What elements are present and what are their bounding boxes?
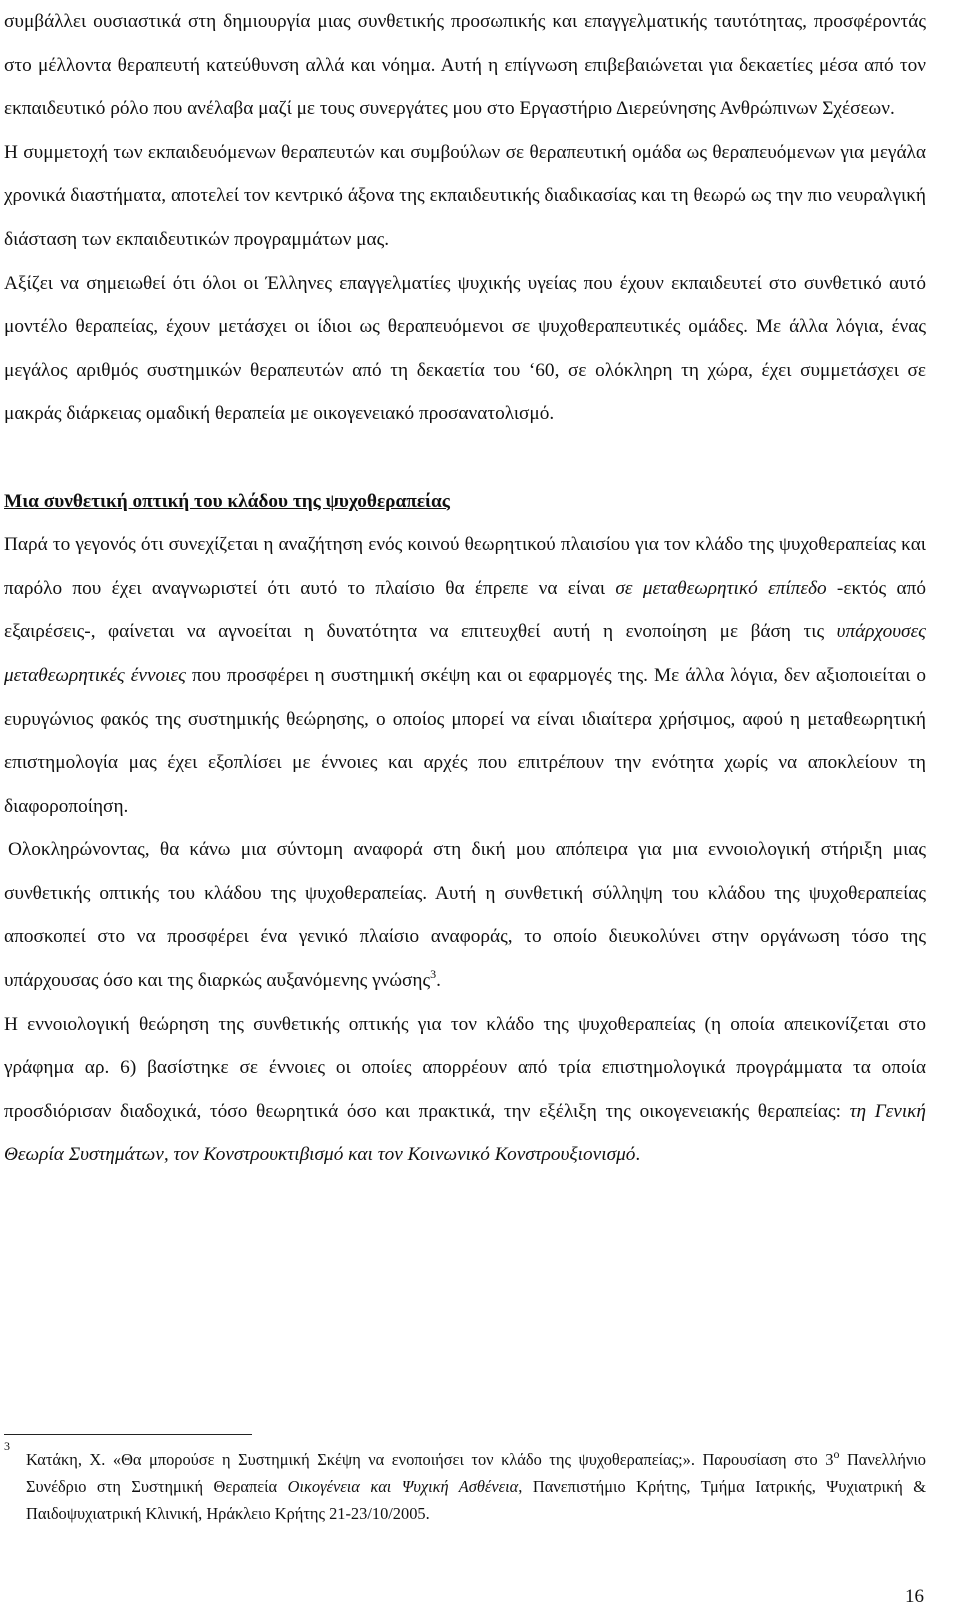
page-number: 16: [905, 1586, 924, 1607]
paragraph-6-end: .: [635, 1144, 641, 1166]
paragraph-4-text-c: που προσφέρει η συστημική σκέψη και οι εφαρμογές της. Με άλλα λόγια, δεν αξιοποιείται ο ευρυγώνιος φακός της συστημικής θεώρησης, ο οποίος μπορεί να είναι ιδιαίτερα χρήσιμος, αφού η μεταθεωρητική επιστημολογία μας έχει εξοπλίσει με έννοιες και αρχές που επιτρέπουν την ενότητα χωρίς να αποκλείουν τη διαφοροποίηση.: [4, 664, 927, 817]
paragraph-5: [4, 828, 926, 1002]
footnote-number: 3: [4, 1439, 10, 1453]
blank-line: [4, 436, 926, 480]
paragraph-4: [4, 523, 926, 828]
paragraph-3: Αξίζει να σημειωθεί ότι όλοι οι Έλληνες επαγγελματίες ψυχικής υγείας που έχουν εκπαιδευτεί στο συνθετικό αυτό μοντέλο θεραπείας, έχουν μετάσχει οι ίδιοι ως θεραπευόμενοι σε ψυχοθεραπευτικές ομάδες. Με άλλα λόγια, ένας μεγάλος αριθμός συστημικών θεραπευτών από τη δεκαετία του ‘60, σε ολόκληρη τη χώρα, έχει συμμετάσχει σε μακράς διάρκειας ομαδική θεραπεία με οικογενειακό προσανατολισμό.: [4, 272, 926, 425]
footnote-ordinal: ο: [833, 1446, 840, 1461]
footnote: [4, 1440, 926, 1527]
footnote-separator: [4, 1434, 252, 1435]
footnote-text-c: , Πανεπιστήμιο Κρήτης, Τμήμα Ιατρικής, Ψυχιατρική & Παιδοψυχιατρική Κλινική, Ηράκλειο Κρήτης 21-23/10/2005.: [26, 1477, 926, 1523]
body-text: [4, 0, 926, 1177]
paragraph-1: συμβάλλει ουσιαστικά στη δημιουργία μιας συνθετικής προσωπικής και επαγγελματικής ταυτότητας, προσφέροντάς στο μέλλοντα θεραπευτή κατεύθυνση αλλά και νόημα. Αυτή η επίγνωση επιβεβαιώνεται για δεκαετίες μέσα από τον εκπαιδευτικό ρόλο που ανέλαβα μαζί με τους συνεργάτες μου στο Εργαστήριο Διερεύνησης Ανθρώπινων Σχέσεων.: [4, 11, 926, 120]
paragraph-5-end: .: [436, 970, 441, 992]
paragraph-2: Η συμμετοχή των εκπαιδευόμενων θεραπευτών και συμβούλων σε θεραπευτική ομάδα ως θεραπευόμενων για μεγάλα χρονικά διαστήματα, αποτελεί τον κεντρικό άξονα της εκπαιδευτικής διαδικασίας και τη θεωρώ ως την πιο νευραλγική διάσταση των εκπαιδευτικών προγραμμάτων μας.: [4, 141, 926, 250]
paragraph-4-italic-1: σε μεταθεωρητικό επίπεδο: [615, 577, 827, 599]
paragraph-6-text-a: Η εννοιολογική θεώρηση της συνθετικής οπτικής για τον κλάδο της ψυχοθεραπείας (η οποία απεικονίζεται στο γράφημα αρ. 6) βασίστηκε σε έννοιες οι οποίες απορρέουν από τρία επιστημολογικά προγράμματα τα οποία προσδιόρισαν διαδοχικά, τόσο θεωρητικά όσο και πρακτικά, την εξέλιξη της οικογενειακής θεραπείας:: [4, 1013, 926, 1122]
paragraph-4-italic-2: υπάρχουσες μεταθεωρητικές έννοιες: [4, 621, 926, 686]
footnote-text-b: Πανελλήνιο Συνέδριο στη Συστημική Θεραπεία: [26, 1450, 927, 1496]
paragraph-4-text-a: Παρά το γεγονός ότι συνεχίζεται η αναζήτηση ενός κοινού θεωρητικού πλαισίου για τον κλάδο της ψυχοθεραπείας και παρόλο που έχει αναγνωριστεί ότι αυτό το πλαίσιο θα έπρεπε να είναι: [4, 534, 926, 599]
section-heading: Μια συνθετική οπτική του κλάδου της ψυχοθεραπείας: [4, 490, 450, 512]
paragraph-6: [4, 1003, 926, 1177]
footnote-body: [26, 1440, 926, 1527]
footnote-text-a: Κατάκη, Χ. «Θα μπορούσε η Συστημική Σκέψη να ενοποιήσει τον κλάδο της ψυχοθεραπείας;». Παρουσίαση στο 3: [26, 1450, 834, 1469]
footnote-ref[interactable]: 3: [430, 966, 437, 981]
paragraph-4-text-b: -εκτός από εξαιρέσεις-, φαίνεται να αγνοείται η δυνατότητα να επιτευχθεί αυτή η ενοποίηση με βάση τις: [4, 577, 926, 643]
footnote-italic-title: Οικογένεια και Ψυχική Ασθένεια: [287, 1477, 519, 1496]
paragraph-5-text: Ολοκληρώνοντας, θα κάνω μια σύντομη αναφορά στη δική μου απόπειρα για μια εννοιολογική στήριξη μιας συνθετικής οπτικής του κλάδου της ψυχοθεραπείας. Αυτή η συνθετική σύλληψη του κλάδου της ψυχοθεραπείας αποσκοπεί στο να προσφέρει ένα γενικό πλαίσιο αναφοράς, το οποίο διευκολύνει στην οργάνωση τόσο της υπάρχουσας όσο και της διαρκώς αυξανόμενης γνώσης: [4, 839, 926, 992]
paragraph-6-italic: τη Γενική Θεωρία Συστημάτων, τον Κονστρουκτιβισμό και τον Κοινωνικό Κονστρουξιονισμό: [4, 1100, 926, 1166]
